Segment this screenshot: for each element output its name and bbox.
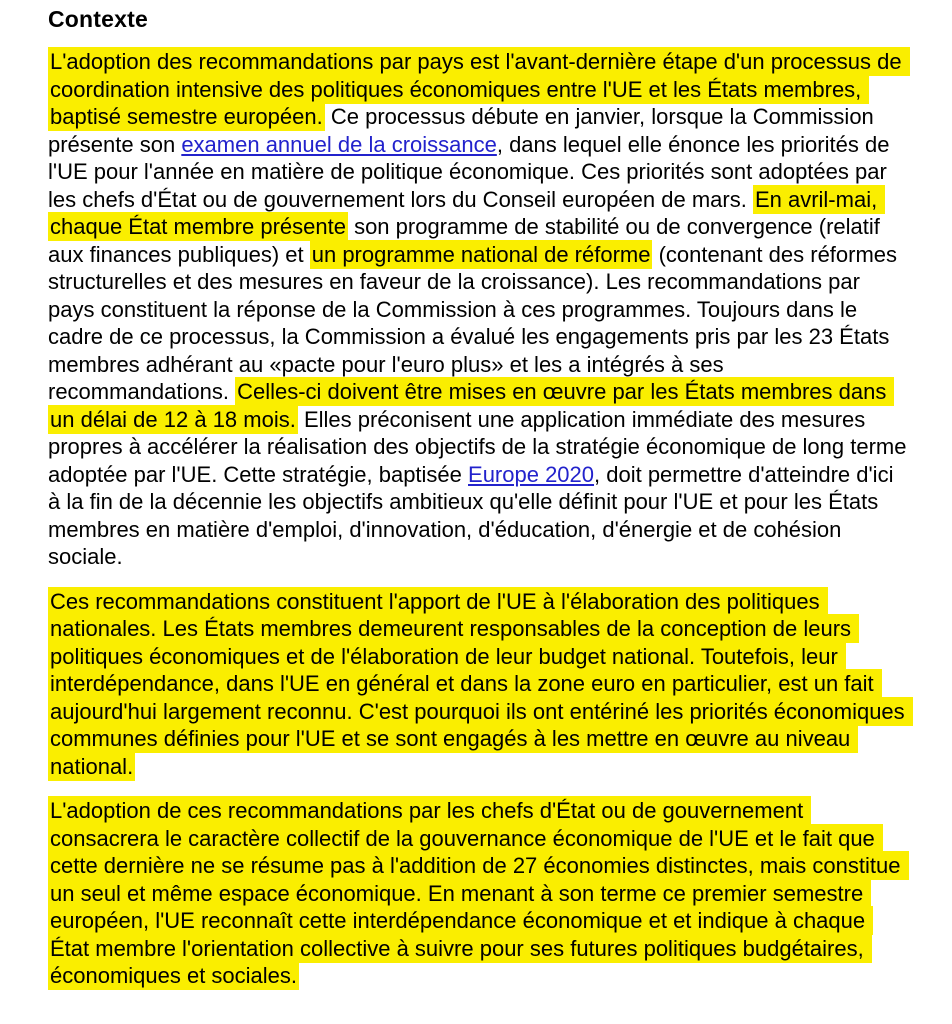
body-text: son programme de stabilité ou de convergence (relatif aux finances publiques) et [48, 214, 887, 267]
highlighted-text: En avril-mai, chaque État membre présente [50, 186, 884, 239]
body-text: , doit permettre d'atteindre d'ici à la fin de la décennie les objectifs ambitieux qu'elle définit pour l'UE et pour les États membres en matière d'emploi, d'innovation, d'éducation, d'énergie et de cohésion sociale. [48, 461, 900, 569]
highlighted-text: un programme national de réforme [311, 241, 651, 267]
link-europe-2020[interactable]: Europe 2020 [468, 461, 595, 487]
body-text: , dans lequel elle énonce les priorités de l'UE pour l'année en matière de politique économique. Ces priorités sont adoptées par les chefs d'État ou de gouvernement lors du Conseil européen de mars. [48, 131, 896, 212]
body-text: Ce processus débute en janvier, lorsque la Commission présente son [48, 104, 880, 157]
highlighted-text: L'adoption des recommandations par pays est l'avant-dernière étape d'un processus de coordination intensive des politiques économiques entre l'UE et les États membres, baptisé semestre européen. [50, 49, 908, 129]
paragraphs [48, 48, 913, 990]
link-examen-annuel-de-la-croissance[interactable]: examen annuel de la croissance [181, 131, 497, 157]
body-text: Elles préconisent une application immédiate des mesures propres à accélérer la réalisation des objectifs de la stratégie économique de long terme adoptée par l'UE. Cette stratégie, baptisée [48, 406, 913, 487]
highlighted-text: Ces recommandations constituent l'apport de l'UE à l'élaboration des politiques nationales. Les États membres demeurent responsables de la conception de leurs politiques économiques et de l'élaboration de leur budget national. Toutefois, leur interdépendance, dans l'UE en général et dans la zone euro en particulier, est un fait aujourd'hui largement reconnu. C'est pourquoi ils ont entériné les priorités économiques communes définies pour l'UE et se sont engagés à les mettre en œuvre au niveau national. [50, 588, 911, 779]
paragraph [48, 588, 910, 781]
highlighted-text: Celles-ci doivent être mises en œuvre par les États membres dans un délai de 12 à 18 mois. [50, 379, 893, 432]
paragraph [48, 48, 913, 571]
body-text: (contenant des réformes structurelles et des mesures en faveur de la croissance). Les recommandations par pays constituent la réponse de la Commission à ces programmes. Toujours dans le cadre de ce processus, la Commission a évalué les engagements pris par les 23 États membres adhérant au «pacte pour l'euro plus» et les a intégrés à ses recommandations. [48, 241, 904, 404]
paragraph [48, 797, 910, 990]
highlighted-text: L'adoption de ces recommandations par les chefs d'État ou de gouvernement consacrera le caractère collectif de la gouvernance économique de l'UE et le fait que cette dernière ne se résume pas à l'addition de 27 économies distinctes, mais constitue un seul et même espace économique. En menant à son terme ce premier semestre européen, l'UE reconnaît cette interdépendance économique et et indique à chaque État membre l'orientation collective à suivre pour ses futures politiques budgétaires, économiques et sociales. [50, 798, 907, 988]
page-title: Contexte [48, 6, 149, 32]
